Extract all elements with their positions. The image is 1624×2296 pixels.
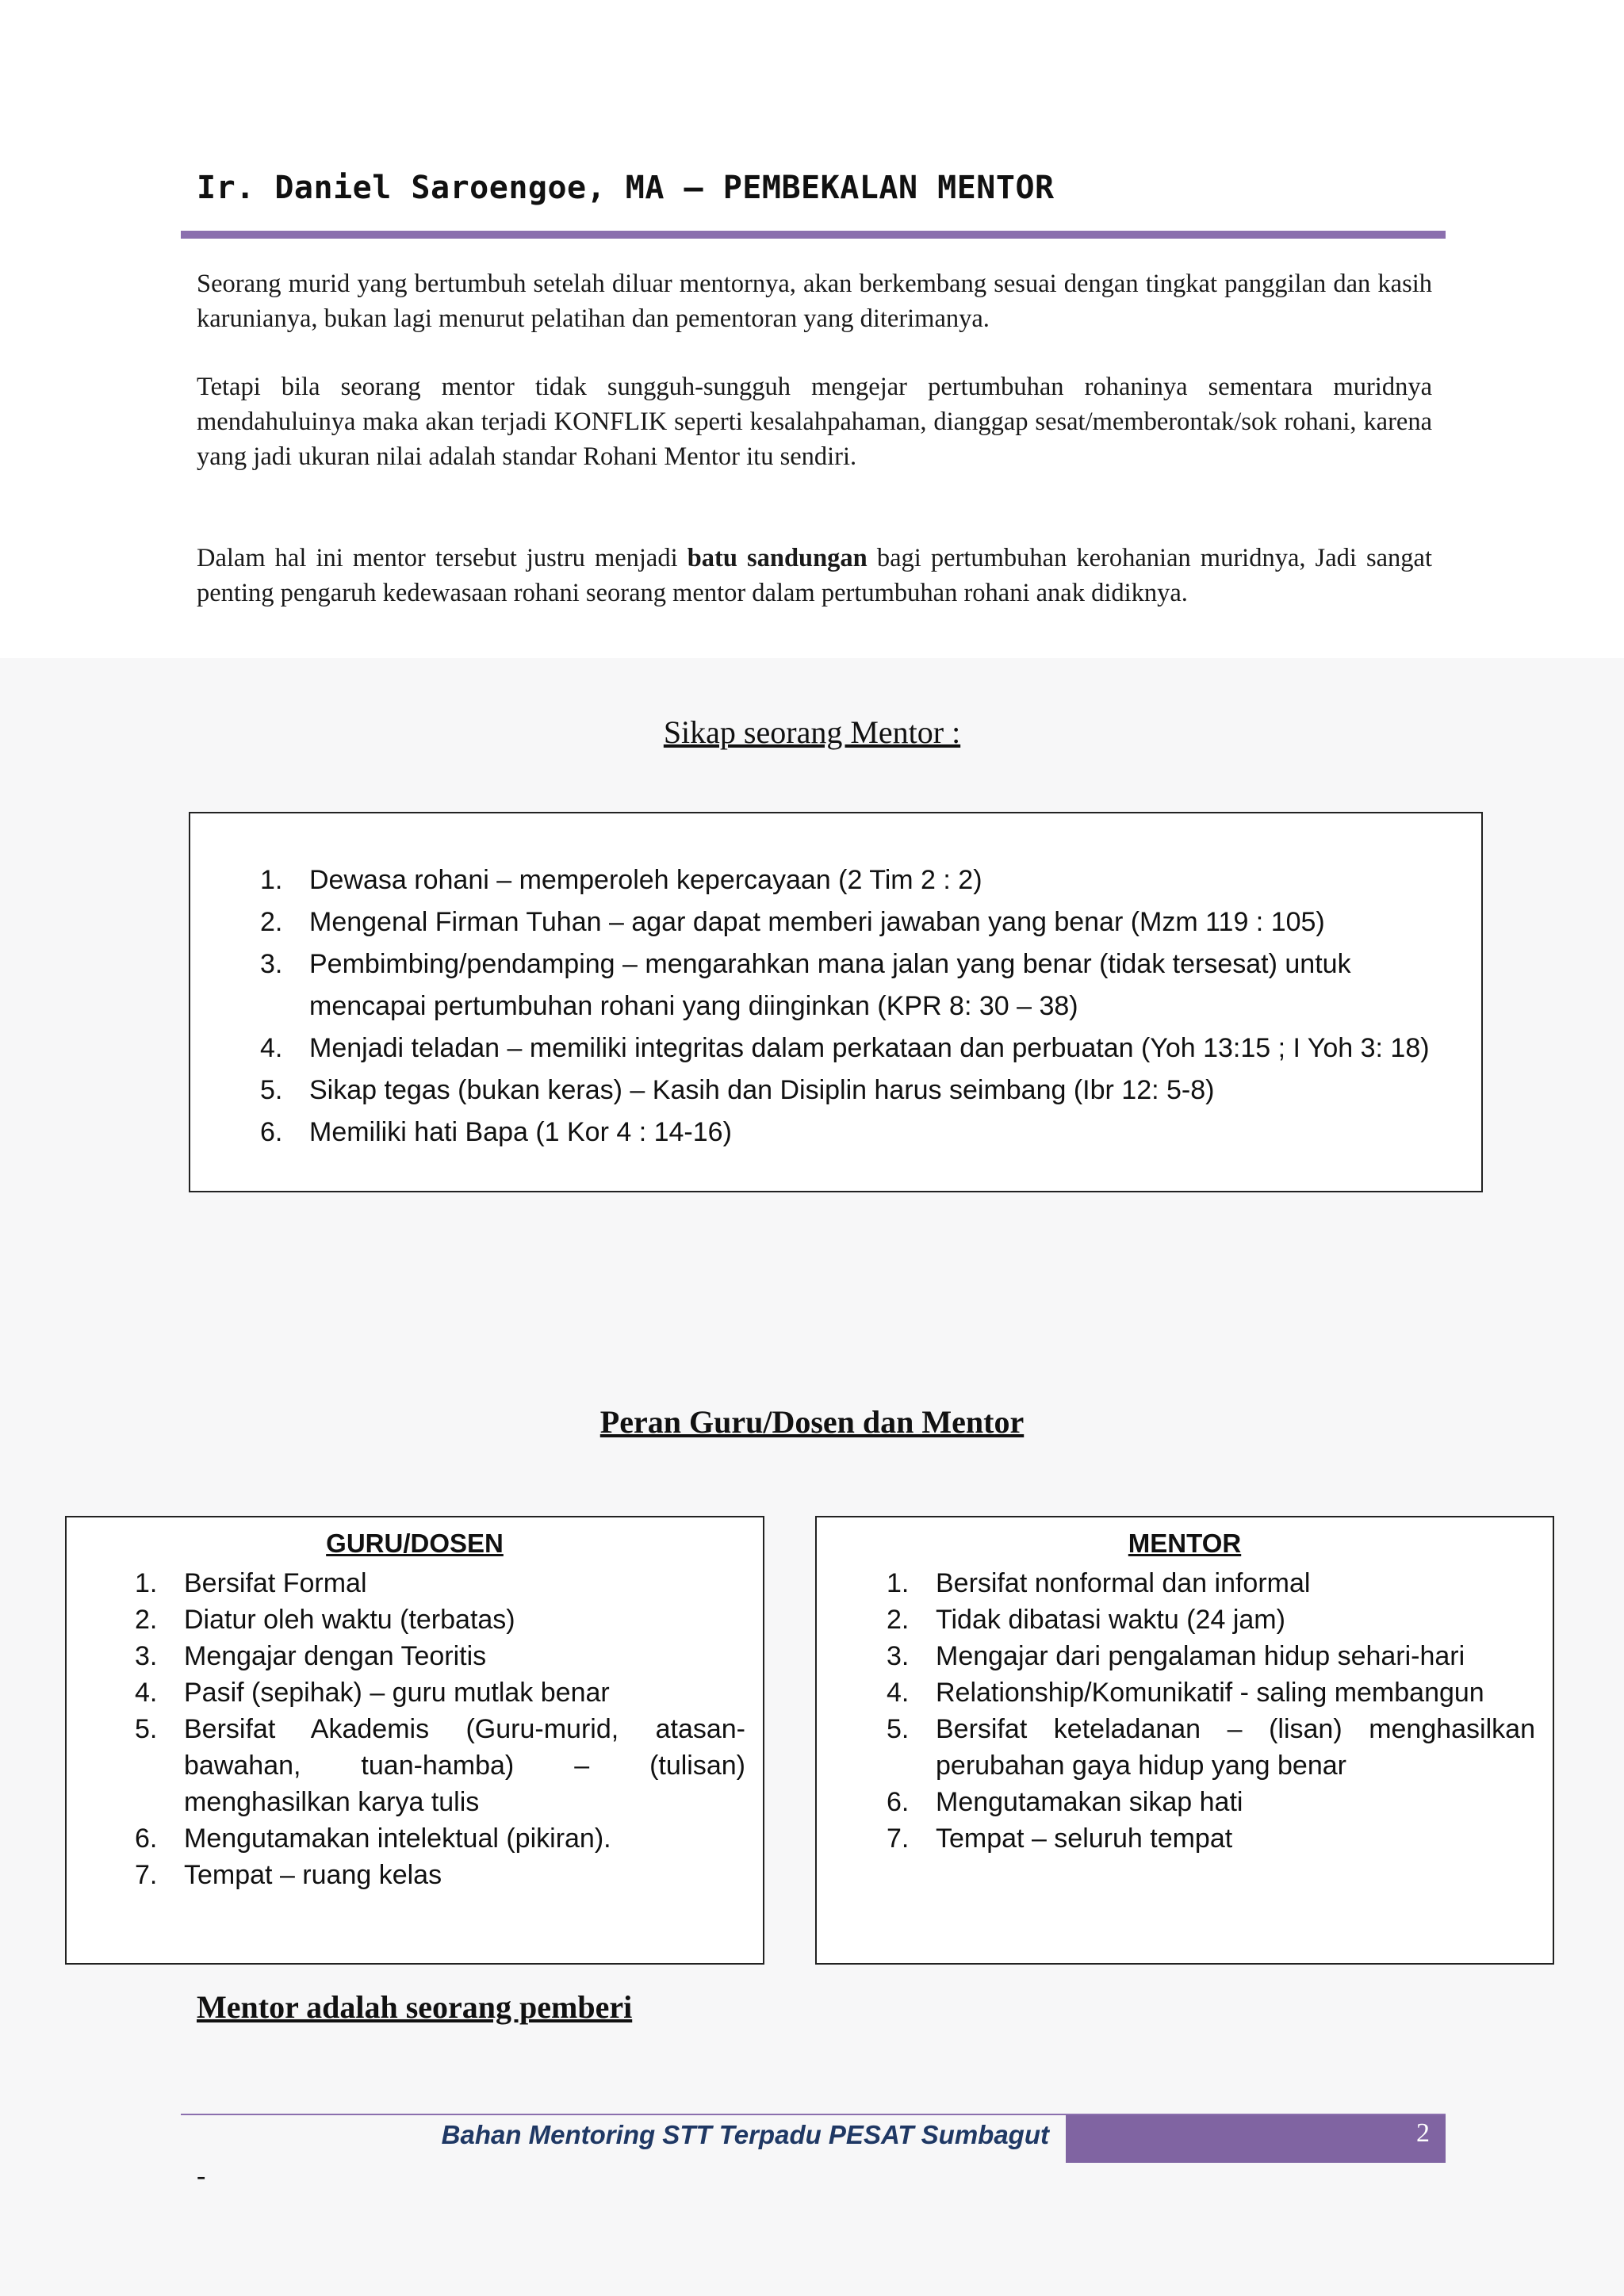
list-text: Bersifat Formal [184,1568,367,1598]
list-text-continued: perubahan gaya hidup yang benar [936,1751,1346,1781]
list-number: 3. [887,1641,910,1671]
list-text: Sikap tegas (bukan keras) – Kasih dan Disiplin harus seimbang (Ibr 12: 5-8) [309,1075,1215,1105]
list-item [260,943,1473,1027]
list-number: 1. [135,1568,158,1598]
list-text: Bersifat keteladanan – (lisan) menghasilkan [936,1714,1535,1744]
header-divider [181,231,1446,239]
footer-text: Bahan Mentoring STT Terpadu PESAT Sumbagut [441,2120,1049,2149]
list-number: 1. [260,865,283,895]
list-item [887,1601,1535,1638]
list-text: Bersifat Akademis (Guru-murid, atasan-bawahan, tuan-hamba) – (tulisan) [184,1714,745,1781]
list-number: 6. [260,1117,283,1147]
mentor-list [887,1565,1535,1857]
list-number: 2. [260,907,283,937]
list-item [135,1857,745,1893]
list-number: 3. [135,1641,158,1671]
mentor-column-title: MENTOR [1128,1529,1242,1558]
list-text: Relationship/Komunikatif - saling membangun [936,1678,1484,1708]
list-item [887,1674,1535,1711]
list-text: Pembimbing/pendamping – mengarahkan mana jalan yang benar (tidak tersesat) untuk mencapai pertumbuhan rohani yang diinginkan (KPR 8: 30 – 38) [309,949,1351,1021]
peran-heading: Peran Guru/Dosen dan Mentor [599,1404,1025,1440]
paragraph-text: bagi pertumbuhan kerohanian muridnya, Jadi sangat penting pengaruh kedewasaan rohani seorang mentor dalam pertumbuhan rohani anak didiknya. [197,544,1432,607]
list-number: 3. [260,949,283,979]
intro-paragraph-1: Seorang murid yang bertumbuh setelah diluar mentornya, akan berkembang sesuai dengan tingkat panggilan dan kasih karunianya, bukan lagi menurut pelatihan dan pementoran yang diterimanya. [197,270,1432,333]
list-item [135,1674,745,1711]
list-item [260,901,1473,943]
list-text: Diatur oleh waktu (terbatas) [184,1605,515,1635]
list-text: Tempat – ruang kelas [184,1860,442,1890]
list-item [135,1565,745,1601]
list-text: Mengutamakan intelektual (pikiran). [184,1823,611,1854]
list-text: Menjadi teladan – memiliki integritas dalam perkataan dan perbuatan (Yoh 13:15 ; I Yoh 3: 18) [309,1033,1430,1063]
trailing-dash: - [197,2161,206,2191]
intro-paragraph-3 [197,541,1432,610]
list-item [260,1027,1473,1070]
list-item [887,1784,1535,1820]
list-number: 6. [887,1787,910,1817]
list-text: Pasif (sepihak) – guru mutlak benar [184,1678,610,1708]
list-text: Tidak dibatasi waktu (24 jam) [936,1605,1285,1635]
list-text: Mengutamakan sikap hati [936,1787,1243,1817]
intro-paragraph-2: Tetapi bila seorang mentor tidak sungguh-sungguh mengejar pertumbuhan rohaninya sementara muridnya mendahuluinya maka akan terjadi KONFLIK seperti kesalahpahaman, dianggap sesat/memberontak/sok rohani, karena yang jadi ukuran nilai adalah standar Rohani Mentor itu sendiri. [197,373,1432,471]
list-item [135,1638,745,1674]
list-text: Mengajar dengan Teoritis [184,1641,487,1671]
emphasis-text: batu sandungan [687,544,868,572]
guru-column-title: GURU/DOSEN [326,1529,504,1558]
sikap-list [260,859,1473,1154]
list-item [260,1112,1473,1154]
list-text: Memiliki hati Bapa (1 Kor 4 : 14-16) [309,1117,732,1147]
list-text: Bersifat nonformal dan informal [936,1568,1311,1598]
list-number: 5. [887,1714,910,1744]
list-number: 2. [887,1605,910,1635]
guru-list [135,1565,745,1893]
paragraph-text: Dalam hal ini mentor tersebut justru menjadi [197,544,688,572]
list-number: 7. [135,1860,158,1890]
list-item [887,1638,1535,1674]
list-item [887,1711,1535,1784]
list-text: Tempat – seluruh tempat [936,1823,1233,1854]
list-number: 5. [260,1075,283,1105]
list-number: 5. [135,1714,158,1744]
list-text: Mengenal Firman Tuhan – agar dapat memberi jawaban yang benar (Mzm 119 : 105) [309,907,1325,937]
list-text-continued: menghasilkan karya tulis [184,1787,480,1817]
sikap-heading: Sikap seorang Mentor : [663,714,961,750]
list-item [135,1820,745,1857]
list-item [887,1565,1535,1601]
list-number: 4. [260,1033,283,1063]
list-item [887,1820,1535,1857]
list-number: 2. [135,1605,158,1635]
list-number: 4. [135,1678,158,1708]
list-item [135,1601,745,1638]
list-number: 6. [135,1823,158,1854]
list-item [260,859,1473,901]
list-number: 7. [887,1823,910,1854]
list-text: Dewasa rohani – memperoleh kepercayaan (2 Tim 2 : 2) [309,865,982,895]
page-number-box [1066,2115,1446,2163]
list-text: Mengajar dari pengalaman hidup sehari-hari [936,1641,1465,1671]
document-header-title: Ir. Daniel Saroengoe, MA – PEMBEKALAN MENTOR [197,170,1055,206]
list-item [135,1711,745,1820]
list-item [260,1070,1473,1112]
list-number: 4. [887,1678,910,1708]
page-number: 2 [1416,2118,1430,2148]
mentor-giver-heading: Mentor adalah seorang pemberi [197,1989,633,2025]
list-number: 1. [887,1568,910,1598]
